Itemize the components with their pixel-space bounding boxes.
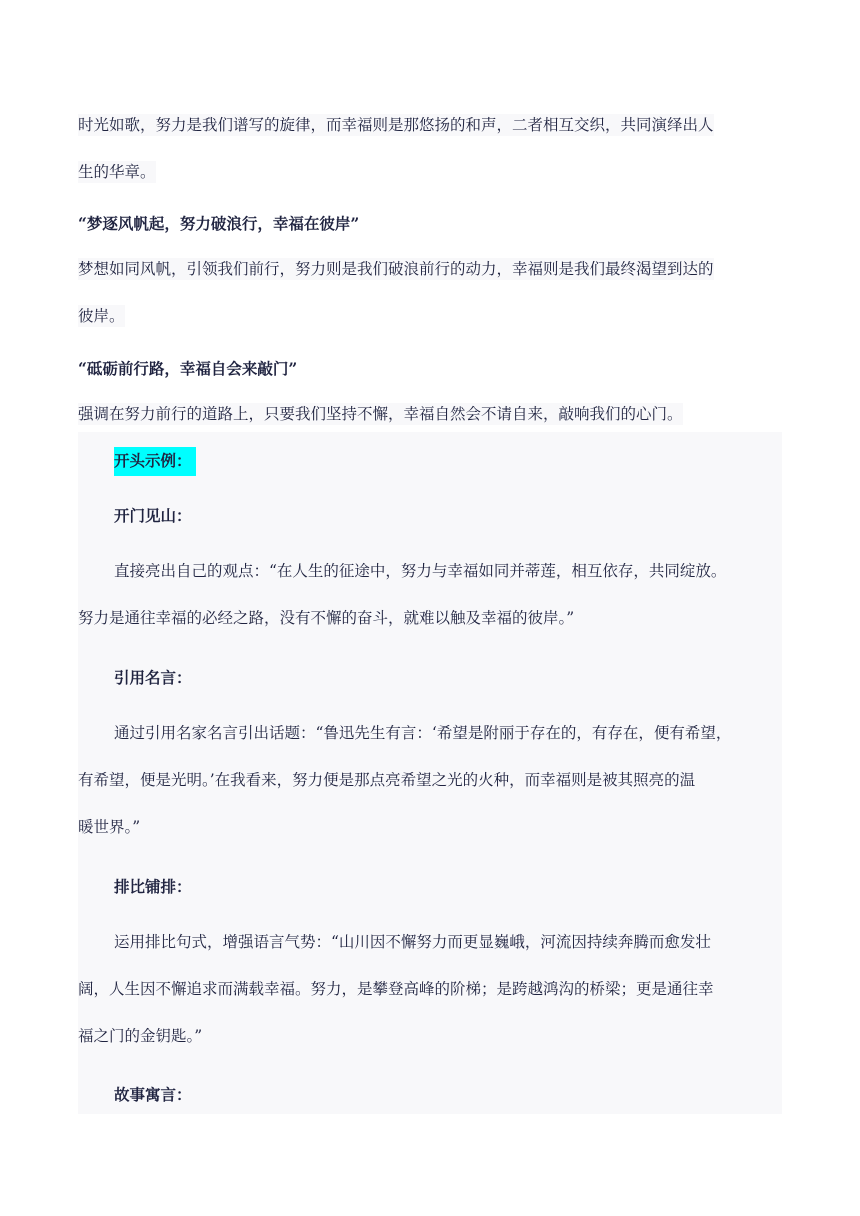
intro-line-2: 生的华章。	[78, 163, 156, 181]
section-direct-line-1: 直接亮出自己的观点：“在人生的征途中，努力与幸福如同并蒂莲，相互依存，共同绽放。	[114, 562, 727, 580]
section-direct-line-2: 努力是通往幸福的必经之路，没有不懈的奋斗，就难以触及幸福的彼岸。”	[78, 609, 575, 627]
section-parallel-line-2: 阔，人生因不懈追求而满载幸福。努力，是攀登高峰的阶梯；是跨越鸿沟的桥梁；更是通往幸	[78, 980, 714, 998]
quote-title-1: “梦逐风帆起，努力破浪行，幸福在彼岸”	[78, 214, 360, 233]
section-quote-line-1: 通过引用名家名言引出话题：“鲁迅先生有言：‘希望是附丽于存在的，有存在，便有希望，	[114, 724, 732, 742]
opening-heading-highlight: 开头示例：	[114, 447, 196, 476]
intro-line-1: 时光如歌，努力是我们谱写的旋律，而幸福则是那悠扬的和声，二者相互交织，共同演绎出人	[78, 116, 714, 134]
section-title-story: 故事寓言：	[114, 1085, 192, 1104]
section-parallel-line-3: 福之门的金钥匙。”	[78, 1027, 203, 1045]
section-title-quote: 引用名言：	[114, 668, 192, 687]
opening-heading	[114, 450, 196, 472]
section-title-parallel: 排比铺排：	[114, 877, 192, 896]
section-quote-line-2: 有希望，便是光明。’在我看来，努力便是那点亮希望之光的火种，而幸福则是被其照亮的温	[78, 771, 696, 789]
quote-2-line-1: 强调在努力前行的道路上，只要我们坚持不懈，幸福自然会不请自来，敲响我们的心门。	[78, 405, 683, 423]
quote-title-2: “砥砺前行路，幸福自会来敲门”	[78, 359, 298, 378]
section-title-direct: 开门见山：	[114, 506, 192, 525]
quote-1-line-1: 梦想如同风帆，引领我们前行，努力则是我们破浪前行的动力，幸福则是我们最终渴望到达的	[78, 260, 714, 278]
section-quote-line-3: 暖世界。”	[78, 818, 141, 836]
section-parallel-line-1: 运用排比句式，增强语言气势：“山川因不懈努力而更显巍峨，河流因持续奔腾而愈发壮	[114, 933, 711, 951]
quote-1-line-2: 彼岸。	[78, 307, 125, 325]
